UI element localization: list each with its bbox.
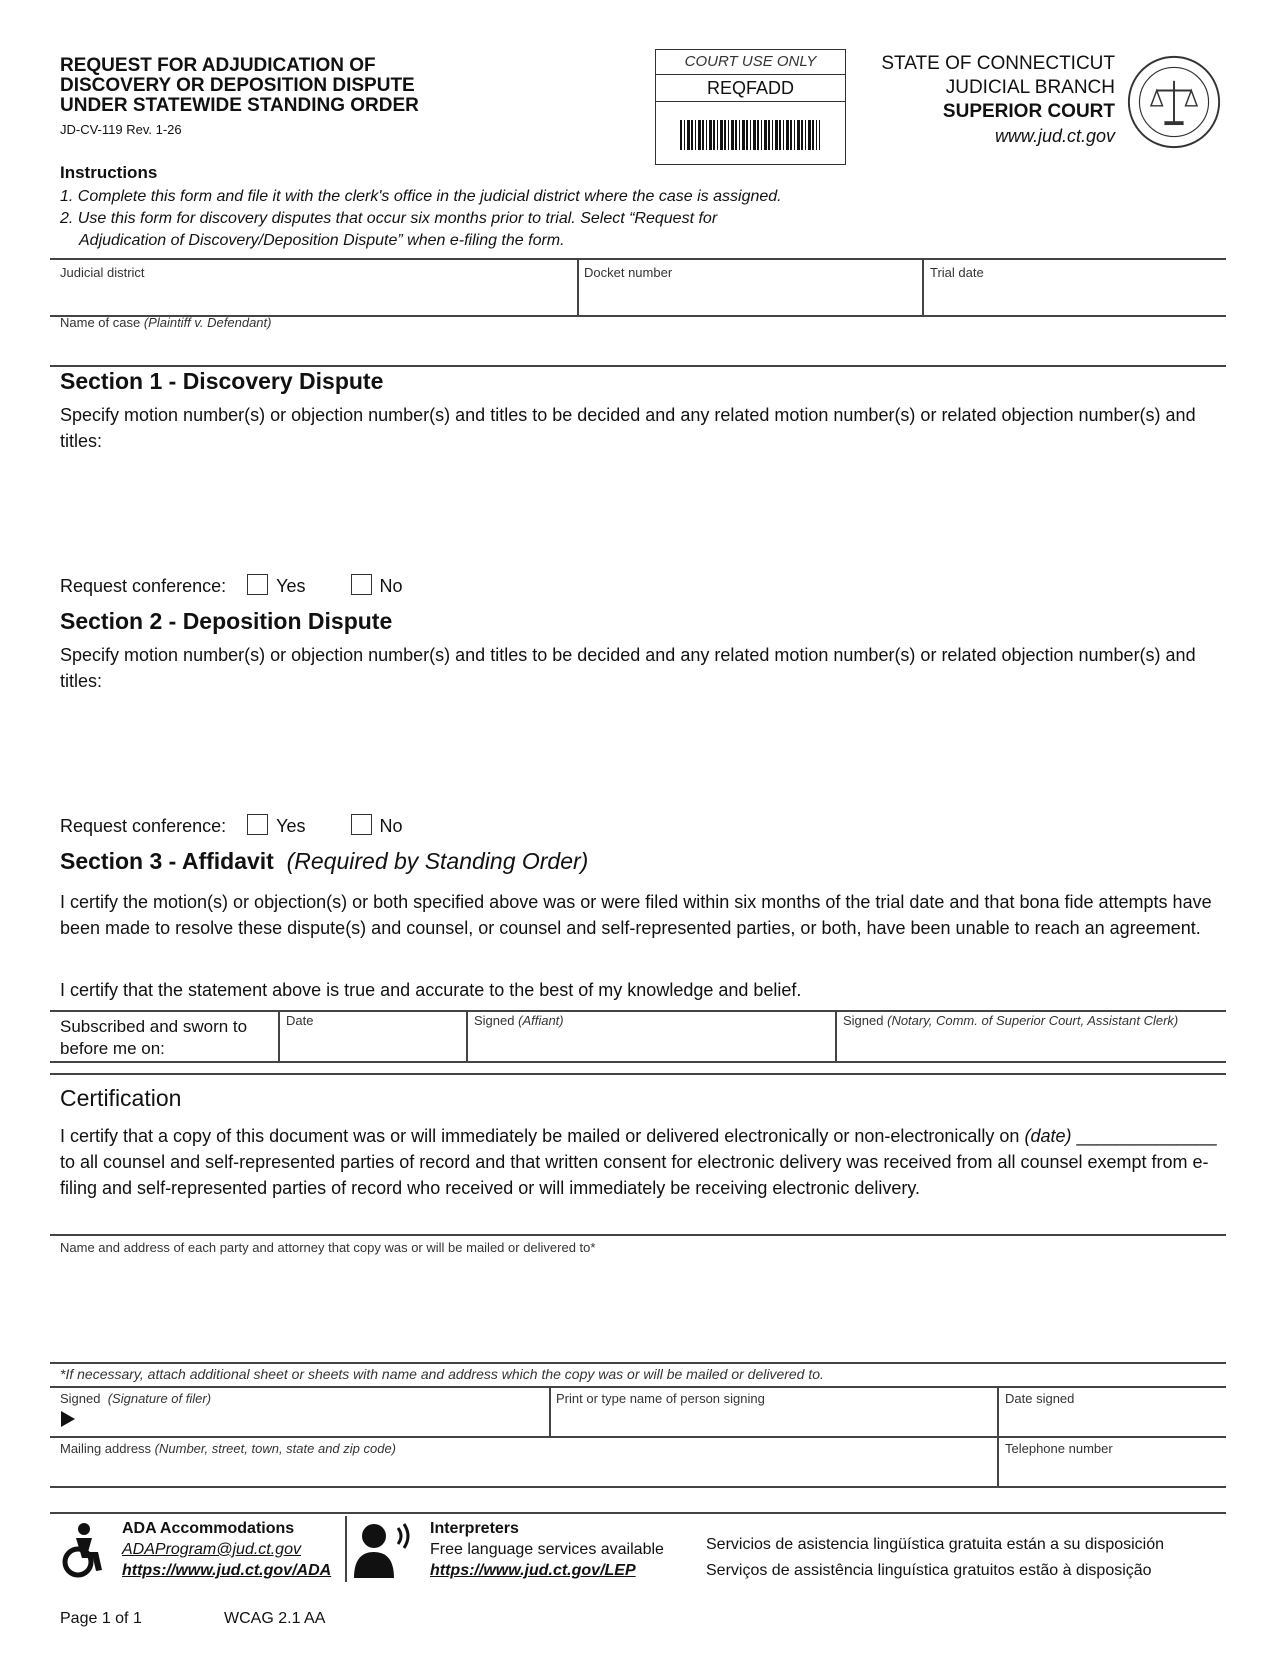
section3-title: Section 3 - Affidavit (Required by Standing Order) bbox=[60, 848, 589, 874]
play-arrow-icon bbox=[60, 1410, 76, 1428]
accessibility-icon bbox=[58, 1522, 108, 1578]
signed-affiant-label: Signed (Affiant) bbox=[474, 1013, 564, 1028]
instructions-list bbox=[60, 186, 1160, 252]
signed-affiant-field[interactable] bbox=[470, 1030, 830, 1058]
yes-label: Yes bbox=[276, 816, 306, 836]
interpreters-url-link[interactable]: https://www.jud.ct.gov/LEP bbox=[430, 1562, 636, 1579]
affidavit-date-label: Date bbox=[286, 1013, 314, 1028]
agency-block bbox=[881, 52, 1115, 148]
certification-text: I certify that a copy of this document was or will immediately be mailed or delivered electronically or non-electronically on (date) ______________ to all counsel and self-represented parties of record and that written consent for electronic delivery was received from all counsel exempt from e-filing and self-represented parties of record who received or will immediately be receiving electronic delivery. bbox=[60, 1126, 1217, 1198]
section2-request-conference bbox=[60, 814, 403, 837]
court-use-box bbox=[655, 49, 846, 165]
sworn-label: Subscribed and sworn to before me on: bbox=[60, 1017, 248, 1058]
certification-date-field[interactable]: ______________ bbox=[1076, 1126, 1217, 1146]
form-title: REQUEST FOR ADJUDICATION OF DISCOVERY OR DEPOSITION DISPUTE UNDER STATEWIDE STANDING ORDER bbox=[60, 55, 419, 116]
request-conference-label: Request conference: bbox=[60, 816, 227, 836]
section2-title: Section 2 - Deposition Dispute bbox=[60, 608, 393, 634]
agency-branch: JUDICIAL BRANCH bbox=[945, 77, 1115, 98]
speaking-person-icon bbox=[352, 1522, 416, 1578]
page-number: Page 1 of 1 bbox=[60, 1610, 142, 1627]
instruction-1: 1. Complete this form and file it with the clerk's office in the judicial district where the case is assigned. bbox=[60, 188, 782, 205]
no-label: No bbox=[379, 816, 403, 836]
language-services bbox=[706, 1532, 1164, 1584]
date-signed-label: Date signed bbox=[1005, 1391, 1075, 1406]
print-name-label: Print or type name of person signing bbox=[556, 1391, 765, 1406]
interpreters-block bbox=[430, 1518, 664, 1581]
section3-statement: I certify that the statement above is true and accurate to the best of my knowledge and belief. bbox=[60, 980, 802, 1000]
signed-notary-field[interactable] bbox=[839, 1030, 1222, 1058]
court-use-code: REQFADD bbox=[656, 75, 845, 102]
agency-court: SUPERIOR COURT bbox=[942, 101, 1115, 122]
section1-no-checkbox[interactable] bbox=[351, 574, 372, 595]
interpreters-text: Free language services available bbox=[430, 1541, 664, 1558]
ada-url-link[interactable]: https://www.jud.ct.gov/ADA bbox=[122, 1562, 332, 1579]
instruction-2: 2. Use this form for discovery disputes that occur six months prior to trial. Select “Request for bbox=[60, 210, 718, 227]
wcag-label: WCAG 2.1 AA bbox=[224, 1610, 326, 1627]
ada-title: ADA Accommodations bbox=[122, 1520, 295, 1537]
form-number: JD-CV-119 Rev. 1-26 bbox=[60, 122, 182, 137]
request-conference-label: Request conference: bbox=[60, 576, 227, 596]
signed-filer-field[interactable] bbox=[82, 1406, 542, 1432]
section1-yes-checkbox[interactable] bbox=[247, 574, 268, 595]
names-addresses-field[interactable] bbox=[58, 1258, 1223, 1358]
trial-date-field[interactable] bbox=[926, 282, 1222, 312]
barcode-icon bbox=[680, 120, 820, 150]
judicial-district-field[interactable] bbox=[52, 282, 572, 312]
name-of-case-label: Name of case (Plaintiff v. Defendant) bbox=[60, 315, 272, 330]
signed-notary-label: Signed (Notary, Comm. of Superior Court, Assistant Clerk) bbox=[843, 1013, 1179, 1028]
docket-number-label: Docket number bbox=[584, 265, 673, 280]
section2-yes-checkbox[interactable] bbox=[247, 814, 268, 835]
section1-request-conference bbox=[60, 574, 403, 597]
spanish-text: Servicios de asistencia lingüística gratuita están a su disposición bbox=[706, 1536, 1165, 1553]
no-label: No bbox=[379, 576, 403, 596]
judicial-district-label: Judicial district bbox=[60, 265, 145, 280]
trial-date-label: Trial date bbox=[930, 265, 984, 280]
court-use-label: COURT USE ONLY bbox=[656, 50, 845, 75]
names-addresses-label: Name and address of each party and attorney that copy was or will be mailed or delivered to* bbox=[60, 1240, 596, 1255]
telephone-label: Telephone number bbox=[1005, 1441, 1113, 1456]
section2-input-area[interactable] bbox=[58, 698, 1223, 808]
ada-block bbox=[122, 1518, 331, 1581]
section1-title: Section 1 - Discovery Dispute bbox=[60, 368, 384, 394]
instruction-2-cont: Adjudication of Discovery/Deposition Dispute” when e-filing the form. bbox=[79, 232, 565, 249]
portuguese-text: Serviços de assistência linguística gratuitos estão à disposição bbox=[706, 1562, 1152, 1579]
print-name-field[interactable] bbox=[553, 1406, 993, 1432]
section2-text: Specify motion number(s) or objection number(s) and titles to be decided and any related motion number(s) or related objection number(s) and titles: bbox=[60, 645, 1196, 691]
docket-number-field[interactable] bbox=[580, 282, 918, 312]
instructions-heading: Instructions bbox=[60, 163, 158, 182]
section3-text: I certify the motion(s) or objection(s) or both specified above was or were filed within six months of the trial date and that bona fide attempts have been made to resolve these dispute(s) and counsel, or counsel and self-represented parties, or both, have been unable to reach an agreement. bbox=[60, 892, 1212, 938]
mailing-address-field[interactable] bbox=[58, 1456, 993, 1482]
date-signed-field[interactable] bbox=[1001, 1406, 1223, 1432]
affidavit-date-field[interactable] bbox=[282, 1030, 462, 1058]
connecticut-judicial-seal-icon bbox=[1126, 54, 1222, 150]
ada-email-link[interactable]: ADAProgram@jud.ct.gov bbox=[122, 1541, 301, 1558]
certification-title: Certification bbox=[60, 1085, 182, 1111]
telephone-field[interactable] bbox=[1001, 1456, 1223, 1482]
section2-no-checkbox[interactable] bbox=[351, 814, 372, 835]
mailing-address-label: Mailing address (Number, street, town, state and zip code) bbox=[60, 1441, 397, 1456]
name-of-case-field[interactable] bbox=[52, 333, 1222, 363]
interpreters-title: Interpreters bbox=[430, 1520, 519, 1537]
footnote: *If necessary, attach additional sheet or sheets with name and address which the copy was or will be mailed or delivered to. bbox=[60, 1366, 824, 1382]
signed-filer-label: Signed (Signature of filer) bbox=[60, 1391, 212, 1406]
agency-website[interactable]: www.jud.ct.gov bbox=[994, 126, 1115, 146]
section1-input-area[interactable] bbox=[58, 458, 1223, 568]
yes-label: Yes bbox=[276, 576, 306, 596]
section1-text: Specify motion number(s) or objection number(s) and titles to be decided and any related motion number(s) or related objection number(s) and titles: bbox=[60, 405, 1196, 451]
agency-state: STATE OF CONNECTICUT bbox=[881, 53, 1115, 74]
